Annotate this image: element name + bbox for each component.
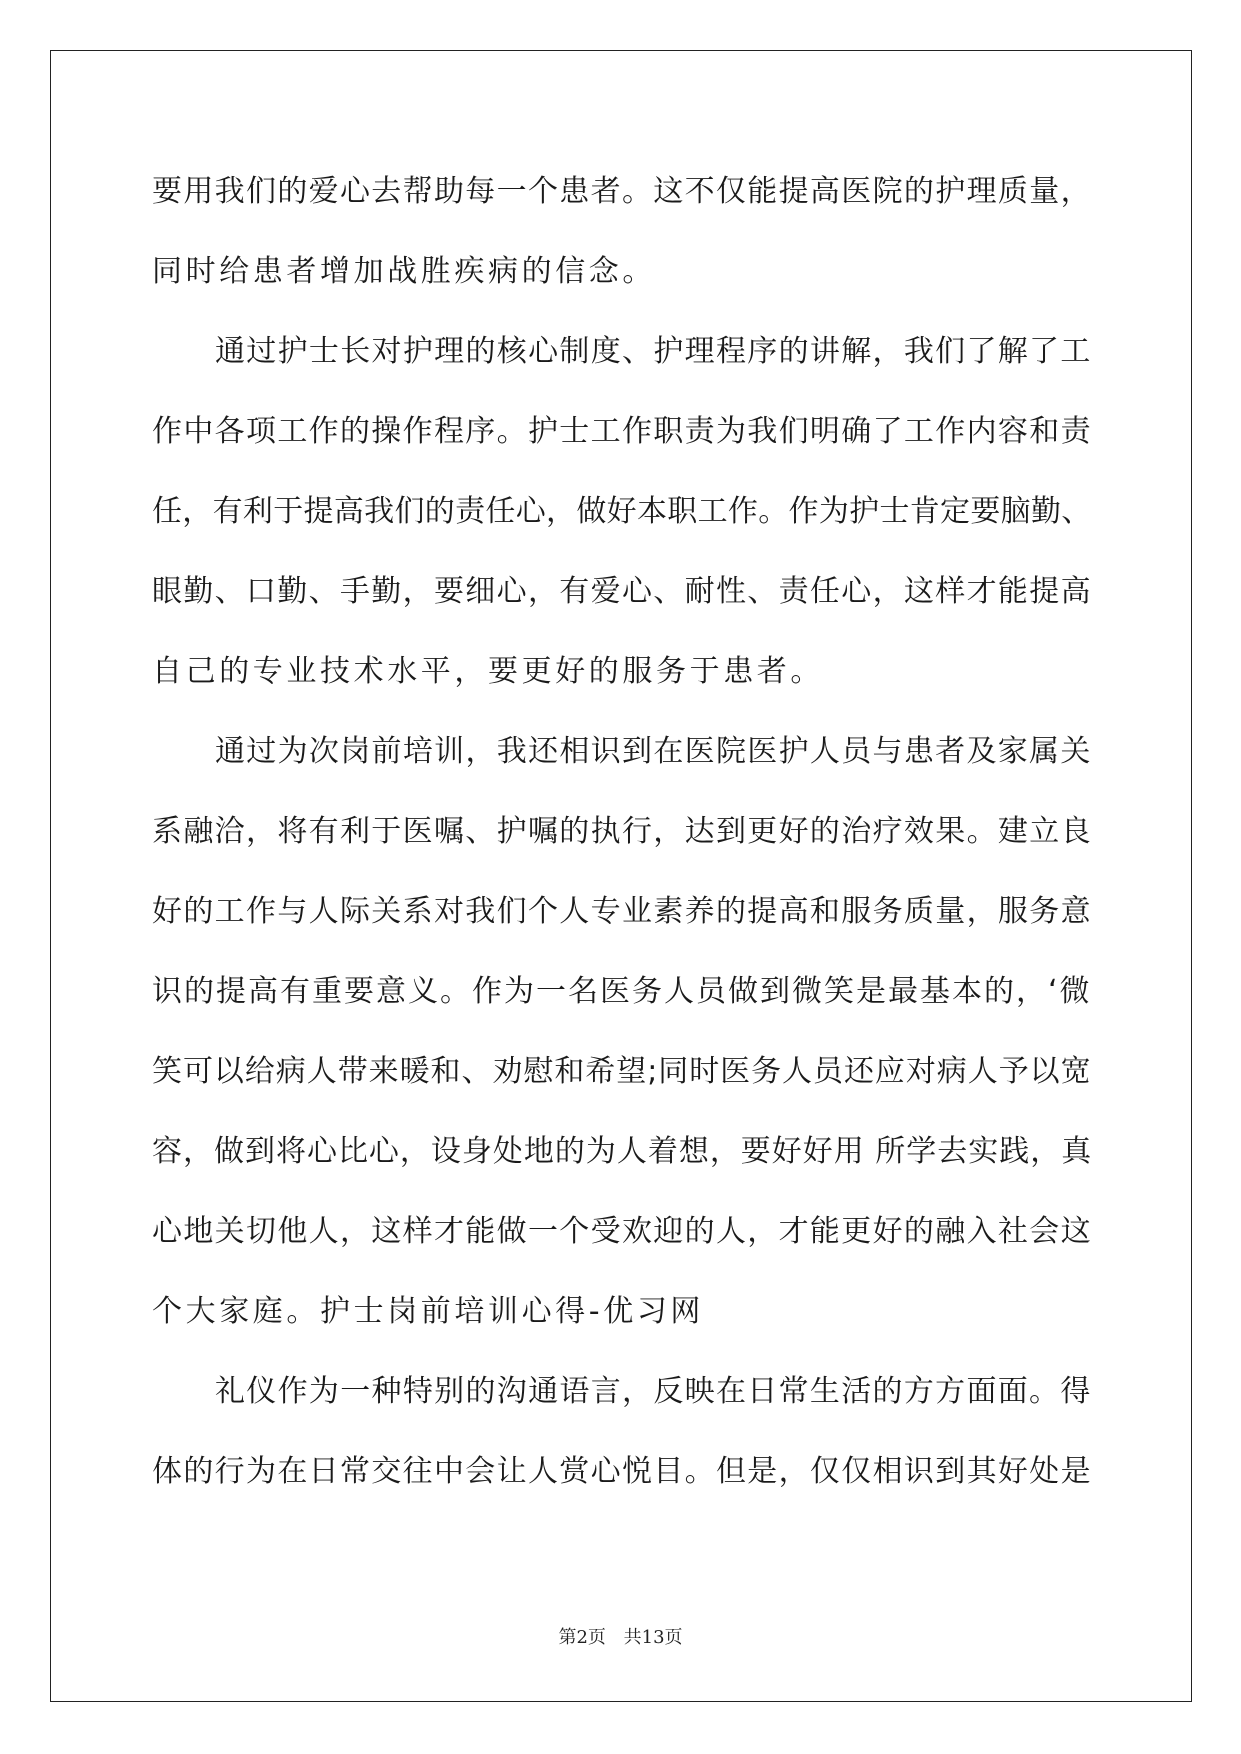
page-total: 共13页 [623,1627,683,1648]
text-line: 好的工作与人际关系对我们个人专业素养的提高和服务质量，服务意 [152,894,1092,929]
page-number: 第2页 [558,1627,606,1648]
paragraph-first-line: 通过为次岗前培训，我还相识到在医院医护人员与患者及家属关 [215,734,1092,769]
text-line: 自己的专业技术水平，要更好的服务于患者。 [152,654,824,689]
text-line: 眼勤、口勤、手勤，要细心，有爱心、耐性、责任心，这样才能提高 [152,574,1092,609]
page-footer [0,1623,1241,1649]
text-line: 任，有利于提高我们的责任心，做好本职工作。作为护士肯定要脑勤、 [152,494,1092,529]
text-line: 要用我们的爱心去帮助每一个患者。这不仅能提高医院的护理质量， [152,174,1092,209]
text-line: 体的行为在日常交往中会让人赏心悦目。但是，仅仅相识到其好处是 [152,1454,1092,1489]
text-line: 系融洽，将有利于医嘱、护嘱的执行，达到更好的治疗效果。建立良 [152,814,1092,849]
document-body [152,152,1092,1512]
paragraph-first-line: 礼仪作为一种特别的沟通语言，反映在日常生活的方方面面。得 [215,1374,1092,1409]
text-line: 作中各项工作的操作程序。护士工作职责为我们明确了工作内容和责 [152,414,1092,449]
paragraph-first-line: 通过护士长对护理的核心制度、护理程序的讲解，我们了解了工 [215,334,1092,369]
text-line: 个大家庭。护士岗前培训心得-优习网 [152,1294,705,1329]
text-line: 容，做到将心比心，设身处地的为人着想，要好好用 所学去实践，真 [152,1134,1093,1169]
text-line: 识的提高有重要意义。作为一名医务人员做到微笑是最基本的，‘微 [152,974,1092,1009]
text-line: 笑可以给病人带来暖和、劝慰和希望;同时医务人员还应对病人予以宽 [152,1054,1092,1089]
text-line: 同时给患者增加战胜疾病的信念。 [152,254,656,289]
text-line: 心地关切他人，这样才能做一个受欢迎的人，才能更好的融入社会这 [152,1214,1092,1249]
